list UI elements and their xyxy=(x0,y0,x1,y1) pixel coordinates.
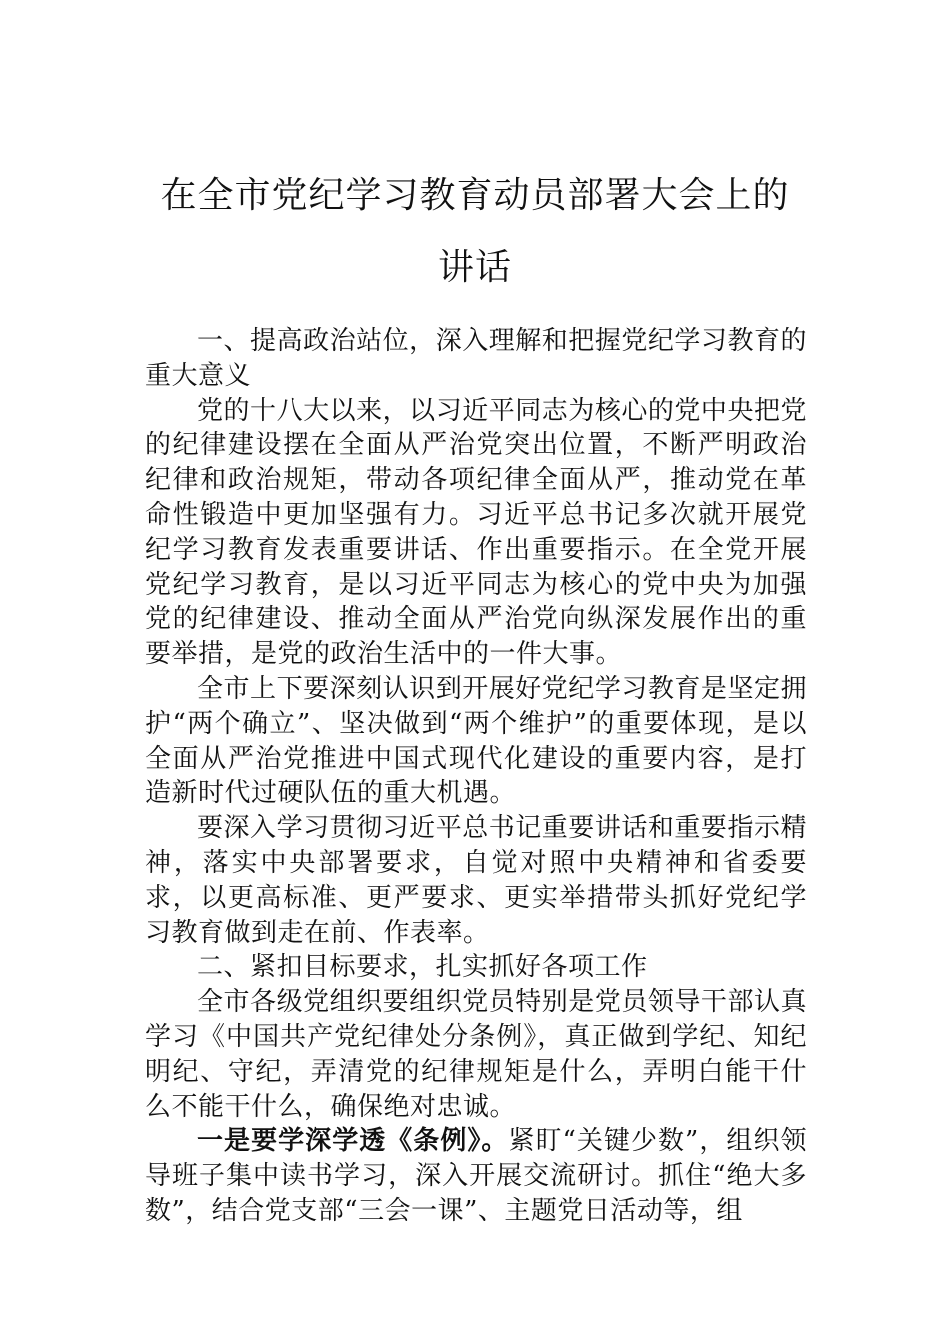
paragraph-text: 紧盯“关键少数”，组织领导班子集中读书学习，深入开展交流研讨。抓住“绝大多数”，结合党支部“三会一课”、主题党日活动等，组 xyxy=(145,1126,807,1226)
section-heading-2: 二、紧扣目标要求，扎实抓好各项工作 xyxy=(197,952,648,983)
paragraph: 要深入学习贯彻习近平总书记重要讲话和重要指示精神，落实中央部署要求，自觉对照中央精神和省委要求，以更高标准、更严要求、更实举措带头抓好党纪学习教育做到走在前、作表率。 xyxy=(145,813,807,948)
paragraph: 全市上下要深刻认识到开展好党纪学习教育是坚定拥护“两个确立”、坚决做到“两个维护”的重要体现，是以全面从严治党推进中国式现代化建设的重要内容，是打造新时代过硬队伍的重大机遇。 xyxy=(145,673,807,809)
paragraph-lead: 一是要学深学透《条例》。 xyxy=(197,1126,509,1157)
document-body xyxy=(145,324,807,1229)
document-title: 在全市党纪学习教育动员部署大会上的讲话 xyxy=(160,175,790,288)
paragraph: 全市各级党组织要组织党员特别是党员领导干部认真学习《中国共产党纪律处分条例》，真正做到学纪、知纪明纪、守纪，弄清党的纪律规矩是什么，弄明白能干什么不能干什么，确保绝对忠诚。 xyxy=(145,987,807,1122)
paragraph: 党的十八大以来，以习近平同志为核心的党中央把党的纪律建设摆在全面从严治党突出位置，不断严明政治纪律和政治规矩，带动各项纪律全面从严，推动党在革命性锻造中更加坚强有力。习近平总书记多次就开展党纪学习教育发表重要讲话、作出重要指示。在全党开展党纪学习教育，是以习近平同志为核心的党中央为加强党的纪律建设、推动全面从严治党向纵深发展作出的重要举措，是党的政治生活中的一件大事。 xyxy=(145,395,807,670)
section-heading-1: 一、提高政治站位，深入理解和把握党纪学习教育的重大意义 xyxy=(145,326,807,391)
paragraph-with-lead xyxy=(145,1124,807,1228)
